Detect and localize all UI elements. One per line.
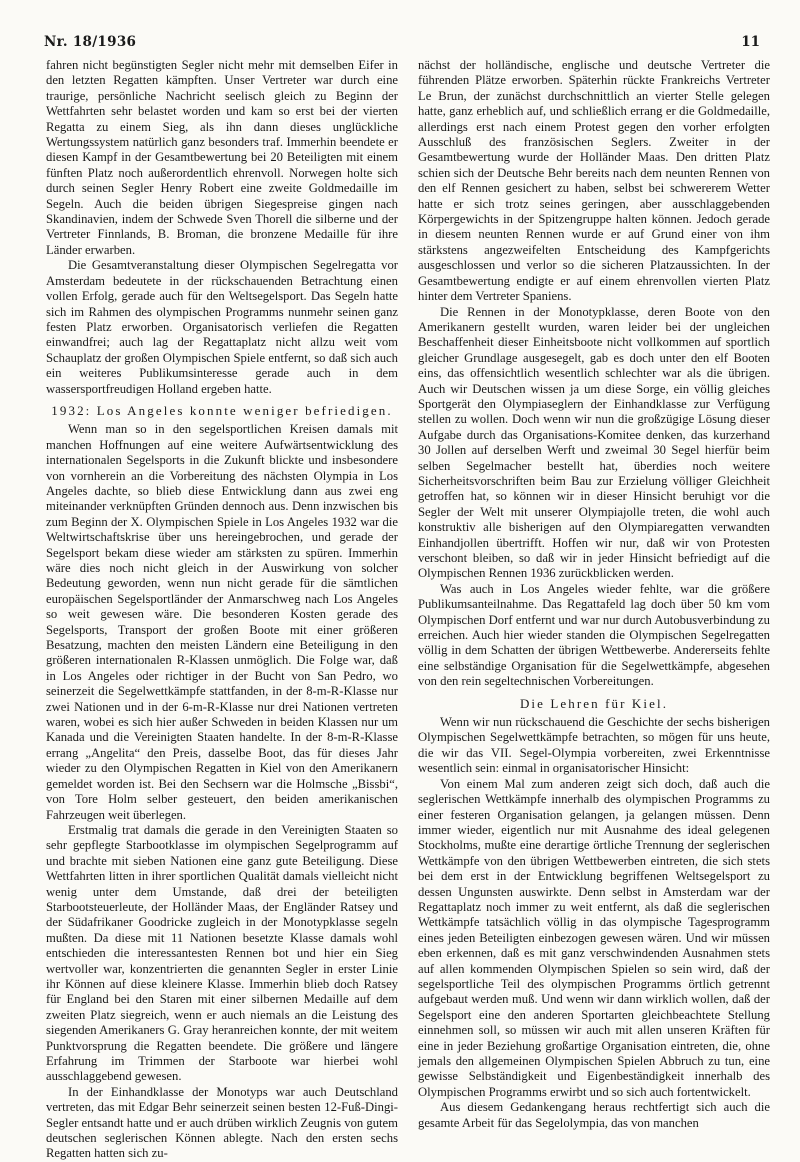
paragraph: Wenn wir nun rückschauend die Geschichte der sechs bisherigen Olympischen Segelwettkämpfe betrachten, so mögen für uns heute, die wir das VII. Segel-Olympia vorbereiten, zwei Erkenntnisse wesentlich sein: einmal in organisatorischer Hinsicht: <box>418 715 770 776</box>
paragraph: fahren nicht begünstigten Segler nicht mehr mit demselben Eifer in den letzten Regatten kämpften. Unser Vertreter war durch eine traurige, persönliche Nachricht seelisch gleich zu Beginn der Wettfahrten sehr belastet worden und kam so erst bei der vierten Regatta zu einem Sieg, als ihn dann dieses unglückliche Wertungssystem natürlich ganz besonders traf. Immerhin beendete er diesen Kampf in der Gesamtbewertung bei 20 Beteiligten mit einem fünften Platz noch außerordentlich ehrenvoll. Norwegen holte sich durch seinen Segler Henry Robert eine zweite Goldmedaille im Segeln. Auch die beiden übrigen Siegespreise gingen nach Skandinavien, indem der Schwede Sven Thorell die silberne und der Vertreter Finnlands, B. Broman, die bronzene Medaille für ihre Länder erwarben. <box>46 58 398 257</box>
paragraph: Was auch in Los Angeles wieder fehlte, war die größere Publikumsanteilnahme. Das Regattafeld lag doch über 50 km vom Olympischen Dorf entfernt und war nur durch Autobusverbindung zu erreichen. Auch hier wieder standen die Olympischen Segelregatten völlig in dem Schatten der übrigen Wettbewerbe. Andererseits fehlte eine selbständige Organisation für die Segelwettkämpfe, abgesehen von den rein segeltechnischen Vorbereitungen. <box>418 581 770 689</box>
section-heading-los-angeles: 1932: Los Angeles konnte weniger befriedigen. <box>51 402 393 418</box>
paragraph: Wenn man so in den segelsportlichen Kreisen damals mit manchen Hoffnungen auf eine weitere Aufwärtsentwicklung des internationalen Segelsports in die Zukunft blickte und insbesondere von vornherein an die Vorbereitung des nächsten Olympia in Los Angeles dachte, so blieb diese Entwicklung dann aus zwei eng miteinander verknüpften Gründen dennoch aus. Denn inzwischen bis zum Beginn der X. Olympischen Spiele in Los Angeles 1932 war die Weltwirtschaftskrise über uns hereingebrochen, und gerade der Segelsport bekam diese wieder am stärksten zu spüren. Immerhin wäre dies noch nicht gleich in der Auswirkung von solcher Bedeutung geworden, wenn nun nicht gerade für die sämtlichen europäischen Segelsportländer der Anmarschweg nach Los Angeles so weit gewesen wäre. Die besonderen Kosten gerade des Segelsports, Transport der großen Boote mit einer größeren Besatzung, machten den meisten Ländern eine Beteiligung in den größeren internationalen R-Klassen unmöglich. Die Folge war, daß in Los Angeles oder richtiger in der Bucht von San Pedro, wo seinerzeit die Segelwettkämpfe stattfanden, in der 8-m-R-Klasse nur zwei Nationen und in der 6-m-R-Klasse nur drei Nationen vertreten waren, wobei es sich hier außer Schweden in beiden Klassen nur um Kanada und die Vereinigten Staaten handelte. In der 8-m-R-Klasse errang „Angelita“ den Preis, dasselbe Boot, das für dieses Jahr wieder zu den Olympischen Regatten in Kiel von den Amerikanern gemeldet worden ist. Bei den Sechsern war die Holmsche „Bissbi“, von Tore Holm selber gesteuert, den beiden amerikanischen Fahrzeugen weit überlegen. <box>46 422 398 822</box>
paragraph: nächst der holländische, englische und deutsche Vertreter die führenden Plätze erworben. Späterhin rückte Frankreichs Vertreter Le Brun, der zunächst durchschnittlich an vierter Stelle gelegen hatte, ganz erheblich auf, und schließlich errang er die Goldmedaille, allerdings erst nach einem Protest gegen den vorher erfolgten Ausschluß des französischen Seglers. Zweiter in der Gesamtbewertung wurde der Holländer Maas. Den dritten Platz schien sich der Deutsche Behr bereits nach dem neunten Rennen von den elf Rennen gesichert zu haben, selbst bei schwererem Wetter hatte er sich trotz seines geringen, aber ausschlaggebenden Körpergewichts in der Spitzengruppe halten können. Jedoch gerade in diesem neunten Rennen wurde er auf Grund einer von ihm stärkstens angezweifelten Entscheidung des Kampfgerichts ausgeschlossen und verlor so die sicheren Platzaussichten. In der Gesamtbewertung endigte er auf einem ehrenvollen vierten Platz hinter dem Vertreter Spaniens. <box>418 58 770 304</box>
paragraph: Erstmalig trat damals die gerade in den Vereinigten Staaten so sehr gepflegte Starbootklasse im olympischen Segelprogramm auf und brachte mit sieben Nationen eine ganz gute Beteiligung. Diese Wettfahrten litten in ihrer sportlichen Qualität damals vielleicht nicht wenig unter dem Umstande, daß drei der beteiligten Starbootsteuerleute, der Holländer Maas, der Engländer Ratsey und der Südafrikaner Goodricke zugleich in der Monotypklasse segeln mußten. Da diese mit 11 Nationen besetzte Klasse damals wohl entschieden die interessantesten Rennen bot und hier ein Sieg wertvoller war, konzentrierten die genannten Segler in erster Linie ihr Können auf diese kleinere Klasse. Immerhin blieb doch Ratsey für England bei den Staren mit einer silbernen Medaille auf dem zweiten Platz siegreich, wenn er auch niemals an die Leistung des siegenden Amerikaners G. Gray heranreichen konnte, der mit weitem Punktvorsprung die Regatten beendete. Die größere und längere Erfahrung im Trimmen der Starboote war hierbei wohl ausschlaggebend gewesen. <box>46 822 398 1084</box>
page-number: 11 <box>741 34 760 50</box>
paragraph: Die Rennen in der Monotypklasse, deren Boote von den Amerikanern gestellt wurden, waren leider bei der ungleichen Beschaffenheit dieser Einheitsboote nicht vollkommen auf sportlich gleicher Grundlage ausgesegelt, gab es doch unter den elf Booten eins, das offensichtlich wesentlich schlechter war als die übrigen. Auch wir Deutschen wissen ja um diese Sorge, ein völlig gleiches Sportgerät den Olympiaseglern der Einhandklasse zur Verfügung stellen zu wollen. Doch wenn wir nun die großzügige Lösung dieser Aufgabe durch das Organisations-Komitee denken, das kurzerhand 30 Jollen auf derselben Werft und zweimal 30 Segel hierfür beim selben Segelmacher bestellt hat, überdies noch weitere Sicherheitsvorschriften beim Bau zur Erzielung völliger Gleichheit getroffen hat, so können wir in dieser Hinsicht beruhigt vor die Segler der Welt mit unserer Olympiajolle treten, die wohl auch konstruktiv alle bisherigen auf den Olympiaregatten verwandten Einhandjollen übertrifft. Hoffen wir nur, daß wir von Protesten verschont bleiben, so daß wir in jeder Hinsicht befriedigt auf die Olympischen Rennen 1936 zurückblicken werden. <box>418 304 770 581</box>
section-heading-lehren-fuer-kiel: Die Lehren für Kiel. <box>519 695 669 711</box>
paragraph: Die Gesamtveranstaltung dieser Olympischen Segelregatta vor Amsterdam bedeutete in der rückschauenden Betrachtung einen vollen Erfolg, gerade auch für den Weltsegelsport. Das Segeln hatte sich im Rahmen des olympischen Programms nunmehr seinen ganz festen Platz erworben. Organisatorisch verliefen die Regatten einwandfrei; auch lag der Regattaplatz nicht allzu weit vom Schauplatz der großen Olympischen Spiele entfernt, so daß sich auch ein weiteres Publikumsinteresse gerade auch in dem wassersportfreudigen Holland ergeben hatte. <box>46 258 398 396</box>
issue-number: Nr. 18/1936 <box>44 34 137 50</box>
paragraph: Von einem Mal zum anderen zeigt sich doch, daß auch die seglerischen Wettkämpfe innerhalb des olympischen Programms zu einer festeren Organisation gelangen, ja gelangen müssen. Denn immer wieder, eigentlich nur mit Ausnahme des ideal gelegenen Stockholms, mußte eine derartige örtliche Trennung der seglerischen Wettkämpfe von den übrigen Wettbewerben eintreten, die sich stets bei dem erst in der Entwicklung begriffenen Weltsegelsport zu dessen Ungunsten auswirkte. Denn selbst in Amsterdam war der Regattaplatz noch immer zu weit entfernt, als daß die seglerischen Wettkämpfe tatsächlich völlig in das olympische Tagesprogramm eines jeden Beteiligten einbezogen gewesen wären. Und wir müssen eben erkennen, daß es mit ganz verschwindenden Ausnahmen stets auf allen kommenden Olympischen Spielen so sein wird, daß der segelsportliche Teil des olympischen Programms örtlich getrennt aufgebaut werden muß. Und wenn wir dann wirklich wollen, daß der Segelsport eine den anderen Sportarten gleichbeachtete Stellung einnehmen soll, so müssen wir auch mit allen unseren Kräften für eine in jeder Beziehung großartige Organisation eintreten, die, ohne jemals den allgemeinen Olympischen Spielen Abbruch zu tun, eine gewisse Selbständigkeit und Eigenbeständigkeit innerhalb des Olympischen Programms erwirbt und so sich auch fortentwickelt. <box>418 776 770 1099</box>
paragraph: Aus diesem Gedankengang heraus rechtfertigt sich auch die gesamte Arbeit für das Segelolympia, das von manchen <box>418 1100 770 1130</box>
paragraph: In der Einhandklasse der Monotyps war auch Deutschland vertreten, das mit Edgar Behr seinerzeit seinen besten 12-Fuß-Dingi-Segler entsandt hatte und er auch drüben wirklich Zeugnis von gutem deutschen seglerischen Können ablegte. Nach den ersten sechs Regatten hatten sich zu- <box>46 1084 398 1161</box>
left-column <box>46 58 398 1162</box>
right-column <box>418 58 770 1131</box>
